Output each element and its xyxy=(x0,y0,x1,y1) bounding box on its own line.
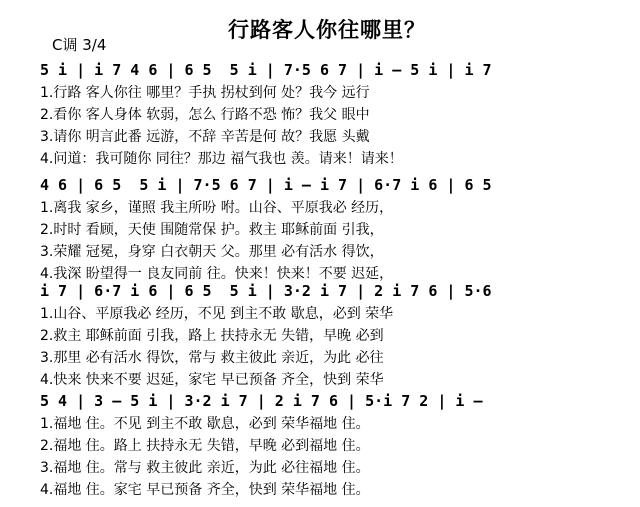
score-system-2 xyxy=(40,171,615,285)
lyric-line: 2.看你 客人身体 软弱，怎么 行路不恐 怖？我父 眼中 xyxy=(40,107,370,123)
lyric-line: 4.问道：我可随你 同往？那边 福气我也 羡。请来！请来！ xyxy=(40,151,403,167)
lyric-line: 3.请你 明言此番 远游，不辞 辛苦是何 故？我愿 头戴 xyxy=(40,129,370,145)
lyric-line: 1.山谷、平原我必 经历，不见 到主不敢 歇息，必到 荣华 xyxy=(40,306,394,322)
notes: 5 i | i 7 4 6 | 6 5 5 i | 7·5 6 7 | i – 5 i | i 7 xyxy=(40,61,492,79)
melody-line xyxy=(40,387,615,413)
lyric-line: 4.快来 快来不要 迟延，家宅 早已预备 齐全，快到 荣华 xyxy=(40,372,384,388)
lyric-line: 2.时时 看顾，天使 围随常保 护。救主 耶稣前面 引我， xyxy=(40,222,384,238)
lyric-line: 3.那里 必有活水 得饮，常与 救主彼此 亲近，为此 必往 xyxy=(40,350,384,366)
score-system-4 xyxy=(40,387,615,501)
score-system-3 xyxy=(40,277,615,391)
key-signature: C调 3/4 xyxy=(52,36,107,54)
notes: 4 6 | 6 5 5 i | 7·5 6 7 | i – i 7 | 6·7 i 6 | 6 5 xyxy=(40,176,492,194)
melody-line xyxy=(40,56,615,82)
lyric-line: 2.福地 住。路上 扶持永无 失错，早晚 必到福地 住。 xyxy=(40,438,370,454)
lyric-line: 1.离我 家乡，谨照 我主所吩 咐。山谷、平原我必 经历， xyxy=(40,200,394,216)
lyric-line: 1.福地 住。不见 到主不敢 歇息，必到 荣华福地 住。 xyxy=(40,416,370,432)
lyric-line: 2.救主 耶稣前面 引我，路上 扶持永无 失错，早晚 必到 xyxy=(40,328,384,344)
melody-line xyxy=(40,171,615,197)
notes: i 7 | 6·7 i 6 | 6 5 5 i | 3·2 i 7 | 2 i 7 6 | 5·6 xyxy=(40,282,492,300)
melody-line xyxy=(40,277,615,303)
score-system-1 xyxy=(40,56,615,170)
lyric-line: 3.荣耀 冠冕，身穿 白衣朝天 父。那里 必有活水 得饮， xyxy=(40,244,384,260)
lyric-line: 4.我深 盼望得一 良友同前 往。快来！快来！不要 迟延， xyxy=(40,266,394,282)
lyric-line: 1.行路 客人你往 哪里？手执 拐杖到何 处？我今 远行 xyxy=(40,85,370,101)
song-title: 行路客人你往哪里？ xyxy=(228,18,426,42)
lyric-line: 3.福地 住。常与 救主彼此 亲近，为此 必往福地 住。 xyxy=(40,460,370,476)
lyric-line: 4.福地 住。家宅 早已预备 齐全，快到 荣华福地 住。 xyxy=(40,482,370,498)
notes: 5 4 | 3 – 5 i | 3·2 i 7 | 2 i 7 6 | 5·i 7 2 | i – xyxy=(40,392,483,410)
